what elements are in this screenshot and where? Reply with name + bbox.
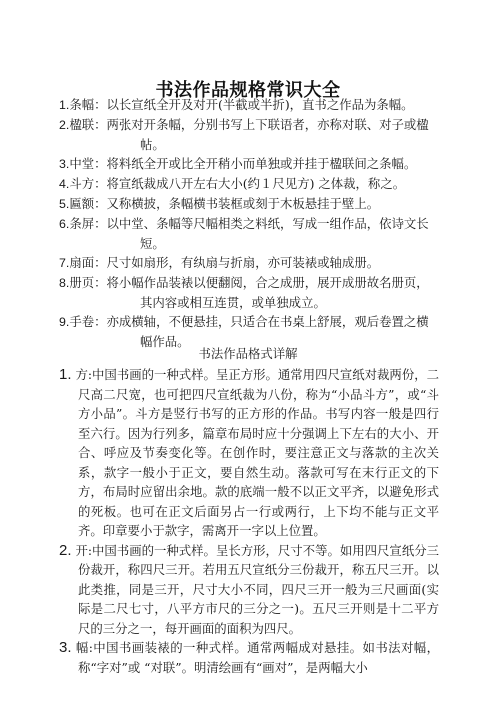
item-number: 4.: [59, 177, 70, 191]
list-item: [59, 154, 439, 174]
item-number: 1.: [59, 98, 70, 112]
section-subtitle: 书法作品格式详解: [198, 346, 298, 361]
list-item: [59, 214, 439, 253]
detail-section: [59, 365, 439, 677]
item-number: 3.: [59, 157, 70, 171]
item-number: 5.: [59, 197, 70, 211]
item-number: 8.: [59, 276, 70, 290]
item-text: 册页：将小幅作品装裱以便翻阅，合之成册，展开成册故名册页，其内容或相互连贯，或单独成立。: [69, 275, 429, 310]
item-text: 中堂：将料纸全开或比全开稍小而单独或并挂于楹联间之条幅。: [69, 156, 417, 171]
paragraph-text: 方:中国书画的一种式样。呈正方形。通常用四尺宣纸对裁两份，二尺高二尺宽，也可把四尺宣纸裁为八份，称为“小品斗方”，或“斗方小品”。斗方是竖行书写的正方形的作品。书写内容一般是四行至六行。因为行列多，篇章布局时应十分强调上下左右的大小、开合、呼应及节奏变化等。在创作时，要注意正文与落款的主次关系，款字一般小于正文，要自然生动。落款可写在末行正文的下方，布局时应留出余地。款的底端一般不以正文平齐，以避免形式的死板。也可在正文后面另占一行或两行，上下均不能与正文平齐。印章要小于款字，需离开一字以上位置。: [75, 367, 439, 538]
list-item: [59, 273, 439, 312]
list-item: [59, 194, 439, 214]
format-list: [59, 95, 439, 351]
detail-paragraph: [59, 365, 439, 541]
detail-paragraph: [59, 638, 439, 677]
detail-paragraph: [59, 541, 439, 639]
paragraph-number: 1.: [59, 366, 72, 383]
list-item: [59, 174, 439, 194]
item-text: 条幅：以长宣纸全开及对开(半截或半折)，直书之作品为条幅。: [69, 97, 414, 112]
list-item: [59, 115, 439, 154]
document-title: 书法作品规格常识大全: [155, 80, 341, 101]
item-text: 手卷：亦成横轴，不便悬挂，只适合在书桌上舒展，观后卷置之横幅作品。: [69, 314, 429, 349]
item-text: 匾额：又称横披，条幅横书装框或刻于木板悬挂于壁上。: [69, 196, 380, 211]
item-number: 7.: [59, 256, 70, 270]
list-item: [59, 253, 439, 273]
paragraph-text: 开:中国书画的一种式样。呈长方形，尺寸不等。如用四尺宣纸分三份裁开，称四尺三开。若用五尺宣纸分三份裁开，称五尺三开。以此类推，同是三开，尺寸大小不同，四尺三开一般为三尺画面(实际是二尺七寸，八平方市尺的三分之一)。五尺三开则是十二平方尺的三分之一，每开画面的面积为四尺。: [75, 542, 439, 636]
list-item: [59, 95, 439, 115]
item-text: 扇面：尺寸如扇形，有纨扇与折扇，亦可装裱或轴成册。: [69, 255, 380, 270]
item-text: 斗方：将宣纸裁成八开左右大小(约１尺见方) 之体裁，称之。: [69, 176, 406, 191]
item-number: 9.: [59, 315, 70, 329]
item-text: 楹联：两张对开条幅，分别书写上下联语者，亦称对联、对子或楹帖。: [69, 117, 429, 152]
item-number: 6.: [59, 217, 70, 231]
item-number: 2.: [59, 118, 70, 132]
paragraph-number: 3.: [59, 639, 72, 656]
paragraph-text: 幅:中国书画装裱的一种式样。通常两幅成对悬挂。如书法对幅，称“字对”或 “对联”。明清绘画有“画对”，是两幅大小: [75, 640, 439, 675]
paragraph-number: 2.: [59, 541, 72, 559]
item-text: 条屏：以中堂、条幅等尺幅相类之料纸，写成一组作品，依诗文长短。: [69, 216, 429, 251]
